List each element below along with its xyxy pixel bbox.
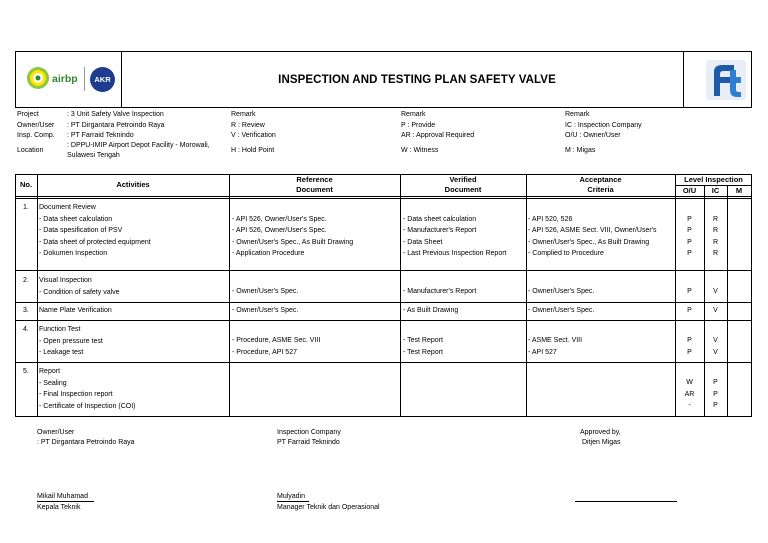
table-row-text: - Condition of safety valve [39, 288, 120, 296]
row2-reference: - Owner/User's Spec. [232, 288, 299, 295]
row2-acceptance: - Owner/User's Spec. [528, 288, 595, 295]
table-row-text: P [687, 337, 692, 344]
row5-no: 5. [23, 368, 29, 375]
row2-no: 2. [23, 277, 29, 284]
row4-acceptance [528, 335, 582, 358]
table-row-text: P [687, 227, 692, 235]
owner-label: Owner/User [17, 122, 55, 129]
row2-ic: V [713, 288, 718, 295]
row4-verified [403, 335, 443, 358]
header-acceptance-line2: Criteria [587, 185, 614, 194]
table-row-text: - [688, 402, 691, 410]
table-row-text: - Application Procedure [232, 250, 305, 258]
row4-activities [39, 324, 103, 359]
table-row-text: - Open pressure test [39, 337, 103, 345]
table-row-text: - Complied to Procedure [528, 250, 604, 258]
project-value: : 3 Unit Safety Valve Inspection [67, 111, 164, 118]
ft-company-logo-icon [704, 58, 748, 102]
table-row-text: - Data sheet of protected equipment [39, 238, 151, 246]
table-row-text: - Final Inspection report [39, 391, 113, 399]
table-row-text: P [687, 250, 692, 258]
row3-reference: - Owner/User's Spec. [232, 307, 299, 314]
table-row-text: R [712, 238, 719, 246]
remark-witness: W : Witness [401, 147, 439, 154]
row3-ic: V [713, 307, 718, 314]
sig-owner-role: Kepala Teknik [37, 504, 81, 511]
remark-approval-required: AR : Approval Required [401, 132, 475, 139]
row3-activities: Name Plate Verification [39, 307, 112, 314]
row2-activities [39, 275, 120, 298]
sig-approver-title: Approved by, [580, 429, 621, 436]
table-row-text: - Procedure, API 527 [232, 348, 297, 356]
table-row-text: - ASME Sect. VIII [528, 337, 583, 344]
table-row-text: - Procedure, ASME Sec. VIII [232, 337, 321, 344]
row4-no: 4. [23, 326, 29, 333]
table-row-text: - API 526, Owner/User's Spec. [232, 227, 327, 235]
row1-ou [675, 202, 704, 260]
header-ou: O/U [682, 186, 697, 195]
table-row-text: - API 526, Owner/User's Spec. [232, 215, 327, 223]
location-label: Location [17, 147, 44, 154]
row3-ou: P [687, 307, 692, 314]
row3-no: 3. [23, 307, 29, 314]
row1-activities [39, 202, 151, 260]
row1-reference [232, 202, 353, 260]
table-row-text: R [712, 227, 719, 235]
remark-hold-point: H : Hold Point [231, 147, 275, 154]
table-row-text: - Test Report [403, 348, 443, 356]
table-row-text: - Data Sheet [403, 238, 443, 246]
header-m: M [735, 186, 743, 195]
row5-ic [704, 377, 727, 412]
inspection-table [15, 174, 752, 417]
row2-ou: P [687, 288, 692, 295]
table-row-text: - API 526, ASME Sect. VIII, Owner/User's [528, 227, 657, 235]
table-row-text: AR [684, 390, 695, 398]
remark-inspection-company: IC : Inspection Company [565, 122, 642, 129]
header-level-inspection: Level Inspection [684, 175, 743, 184]
sig-insp-company: PT Farraid Teknindo [277, 439, 340, 446]
table-row-text: - Data sheet calculation [39, 215, 113, 223]
sig-insp-title: Inspection Company [277, 429, 341, 436]
table-row-text: - Data spesification of PSV [39, 227, 123, 235]
remark-provide: P : Provide [401, 122, 436, 129]
table-row-text: Report [39, 368, 61, 375]
bp-logo-text: airbp [52, 73, 78, 85]
sig-owner-title: Owner/User [37, 429, 75, 436]
owner-value: : PT Dirgantara Petroindo Raya [67, 122, 165, 129]
remark-migas: M : Migas [565, 147, 596, 154]
row3-acceptance: - Owner/User's Spec. [528, 307, 595, 314]
document-title: INSPECTION AND TESTING PLAN SAFETY VALVE [278, 74, 556, 86]
bp-helios-logo-icon [26, 66, 50, 90]
header-ic: IC [711, 186, 720, 195]
insp-comp-label: Insp. Comp. [17, 132, 55, 139]
row2-verified: - Manufacturer's Report [403, 288, 477, 295]
table-row-text: P [713, 390, 718, 398]
row5-activities [39, 366, 135, 412]
header-reference-line1: Reference [296, 175, 333, 184]
table-row-text: - Manufacturer's Report [403, 227, 477, 235]
table-row-text: - Dokumen Inspection [39, 250, 108, 258]
row3-verified: - As Built Drawing [403, 307, 459, 314]
insp-comp-value: : PT Farraid Teknindo [67, 132, 134, 139]
table-row-text: - Owner/User's Spec., As Built Drawing [528, 238, 650, 246]
document-header [15, 51, 752, 108]
table-row-text: W [686, 379, 693, 386]
logo-divider [84, 67, 85, 91]
table-row-text: - Last Previous Inspection Report [403, 250, 507, 258]
project-label: Project [17, 111, 39, 118]
row4-ic [704, 335, 727, 358]
table-row-text [704, 202, 727, 214]
row1-ic [704, 202, 727, 260]
sig-insp-role: Manager Teknik dan Operasional [277, 504, 380, 511]
row4-ou [675, 335, 704, 358]
table-row-text [675, 202, 704, 214]
row1-acceptance [528, 202, 657, 260]
table-row-text: P [687, 238, 692, 246]
header-no: No. [19, 180, 33, 189]
table-row-text: - Sealing [39, 379, 67, 387]
table-row-text: V [713, 337, 718, 344]
table-row-text: - Certificate of Inspection (COI) [39, 402, 136, 410]
remark-title-3: Remark [565, 111, 590, 118]
sig-owner-name: Mikail Muhamad [37, 492, 94, 502]
row4-reference [232, 335, 320, 358]
table-row-text: - Owner/User's Spec., As Built Drawing [232, 238, 354, 246]
table-row-text: Visual Inspection [39, 277, 92, 284]
location-value-line1: : DPPU-IMIP Airport Depot Facility - Morowali, [67, 142, 210, 149]
row1-verified [403, 202, 507, 260]
table-row-text: - Leakage test [39, 349, 84, 357]
header-verified-line1: Verified [449, 175, 477, 184]
table-row-text: Function Test [39, 326, 81, 333]
remark-verification: V : Verification [231, 132, 276, 139]
table-row-text [232, 202, 353, 214]
table-row-text: - Data sheet calculation [403, 215, 477, 223]
header-reference-line2: Document [296, 185, 333, 194]
row1-no: 1. [23, 204, 29, 211]
remark-title-1: Remark [231, 111, 256, 118]
header-verified-line2: Document [444, 185, 482, 194]
akr-logo: AKR [90, 67, 115, 92]
table-row-text: R [712, 250, 719, 258]
header-activities: Activities [116, 180, 150, 189]
remark-title-2: Remark [401, 111, 426, 118]
table-row-text: - API 520, 526 [528, 215, 573, 223]
sig-approver-line [575, 501, 677, 502]
table-row-text: V [713, 348, 718, 356]
table-row-text: P [687, 348, 692, 356]
table-row-text [403, 202, 507, 214]
sig-insp-name: Mulyadin [277, 492, 309, 502]
row5-ou [675, 377, 704, 412]
table-row-text: P [713, 379, 718, 386]
table-row-text: - Test Report [403, 337, 443, 344]
table-row-text: - API 527 [528, 348, 557, 356]
sig-approver-org: Ditjen Migas [582, 439, 621, 446]
sig-owner-company: : PT Dirgantara Petroindo Raya [37, 439, 135, 446]
table-row-text: P [713, 402, 718, 410]
table-row-text [528, 202, 657, 214]
header-acceptance-line1: Acceptance [579, 175, 622, 184]
table-row-text: R [712, 215, 719, 223]
remark-owner-user: O/U : Owner/User [565, 132, 621, 139]
remark-review: R : Review [231, 122, 265, 129]
location-value-line2: Sulawesi Tengah [67, 152, 120, 159]
table-row-text: P [687, 215, 692, 223]
table-row-text: Document Review [39, 204, 96, 211]
